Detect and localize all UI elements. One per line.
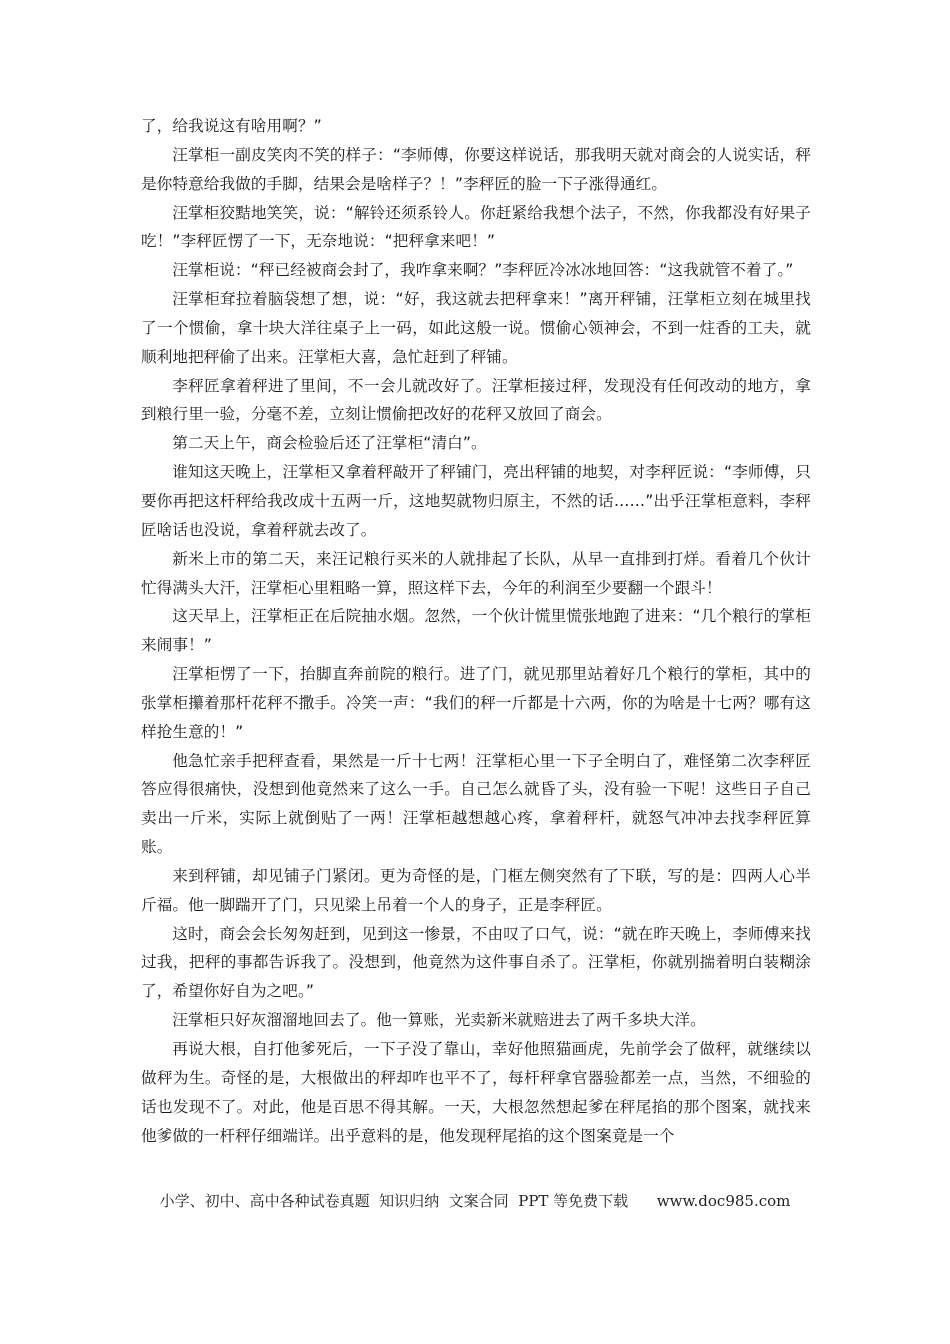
paragraph: 李秤匠拿着秤进了里间，不一会儿就改好了。汪掌柜接过秤，发现没有任何改动的地方，拿到粮行里一验，分毫不差，立刻让惯偷把改好的花秤又放回了商会。 <box>141 376 811 424</box>
page-footer: 小学、初中、高中各种试卷真题 知识归纳 文案合同 PPT 等免费下载 www.doc985.com <box>159 1192 791 1210</box>
paragraph: 汪掌柜狡黠地笑笑，说：“解铃还须系铃人。你赶紧给我想个法子，不然，你我都没有好果子吃！”李秤匠愣了一下，无奈地说：“把秤拿来吧！” <box>141 203 811 251</box>
paragraph: 第二天上午，商会检验后还了汪掌柜“清白”。 <box>172 434 487 453</box>
story-body <box>141 112 811 1150</box>
paragraph: 汪掌柜一副皮笑肉不笑的样子：“李师傅，你要这样说话，那我明天就对商会的人说实话，秤是你特意给我做的手脚，结果会是啥样子？！”李秤匠的脸一下子涨得通红。 <box>141 145 811 193</box>
paragraph: 来到秤铺，却见铺子门紧闭。更为奇怪的是，门框左侧突然有了下联，写的是：四两人心半斤福。他一脚踹开了门，只见梁上吊着一个人的身子，正是李秤匠。 <box>141 866 811 914</box>
paragraph: 再说大根，自打他爹死后，一下子没了靠山，幸好他照猫画虎，先前学会了做秤，就继续以做秤为生。奇怪的是，大根做出的秤却咋也平不了，每杆秤拿官器验都差一点，当然，不细验的话也发现不了。对此，他是百思不得其解。一天，大根忽然想起爹在秤尾掐的那个图案，就找来他爹做的一杆秤仔细端详。出乎意料的是，他发现秤尾掐的这个图案竟是一个 <box>141 1040 811 1145</box>
paragraph-continued: 了，给我说这有啥用啊？” <box>141 117 322 135</box>
paragraph: 这天早上，汪掌柜正在后院抽水烟。忽然，一个伙计慌里慌张地跑了进来：“几个粮行的掌柜来闹事！” <box>141 607 811 655</box>
paragraph: 他急忙亲手把秤查看，果然是一斤十七两！汪掌柜心里一下子全明白了，难怪第二次李秤匠答应得很痛快，没想到他竟然来了这么一手。自己怎么就昏了头，没有验一下呢！这些日子自己卖出一斤米，实际上就倒贴了一两！汪掌柜越想越心疼，拿着秤杆，就怒气冲冲去找李秤匠算账。 <box>141 751 811 857</box>
paragraph: 汪掌柜只好灰溜溜地回去了。他一算账，光卖新米就赔进去了两千多块大洋。 <box>172 1011 706 1030</box>
paragraph: 汪掌柜愣了一下，抬脚直奔前院的粮行。进了门，就见那里站着好几个粮行的掌柜，其中的张掌柜攥着那杆花秤不撒手。冷笑一声：“我们的秤一斤都是十六两，你的为啥是十七两？哪有这样抢生意的！” <box>141 665 811 741</box>
paragraph: 这时，商会会长匆匆赶到，见到这一惨景，不由叹了口气，说：“就在昨天晚上，李师傅来找过我，把秤的事都告诉我了。没想到，他竟然为这件事自杀了。汪掌柜，你就别揣着明白装糊涂了，希望你好自为之吧。” <box>141 924 811 1001</box>
paragraph: 新米上市的第二天，来汪记粮行买米的人就排起了长队，从早一直排到打烊。看着几个伙计忙得满头大汗，汪掌柜心里粗略一算，照这样下去，今年的利润至少要翻一个跟斗！ <box>141 549 811 597</box>
paragraph: 汪掌柜说：“秤已经被商会封了，我咋拿来啊？”李秤匠冷冰冰地回答：“这我就管不着了。” <box>172 261 794 280</box>
paragraph: 谁知这天晚上，汪掌柜又拿着秤敲开了秤铺门，亮出秤铺的地契，对李秤匠说：“李师傅，只要你再把这杆秤给我改成十五两一斤，这地契就物归原主，不然的话……”出乎汪掌柜意料，李秤匠啥话也没说，拿着秤就去改了。 <box>141 463 811 539</box>
paragraph: 汪掌柜耷拉着脑袋想了想，说：“好，我这就去把秤拿来！”离开秤铺，汪掌柜立刻在城里找了一个惯偷，拿十块大洋往桌子上一码，如此这般一说。惯偷心领神会，不到一炷香的工夫，就顺利地把秤偷了出来。汪掌柜大喜，急忙赶到了秤铺。 <box>141 290 811 366</box>
